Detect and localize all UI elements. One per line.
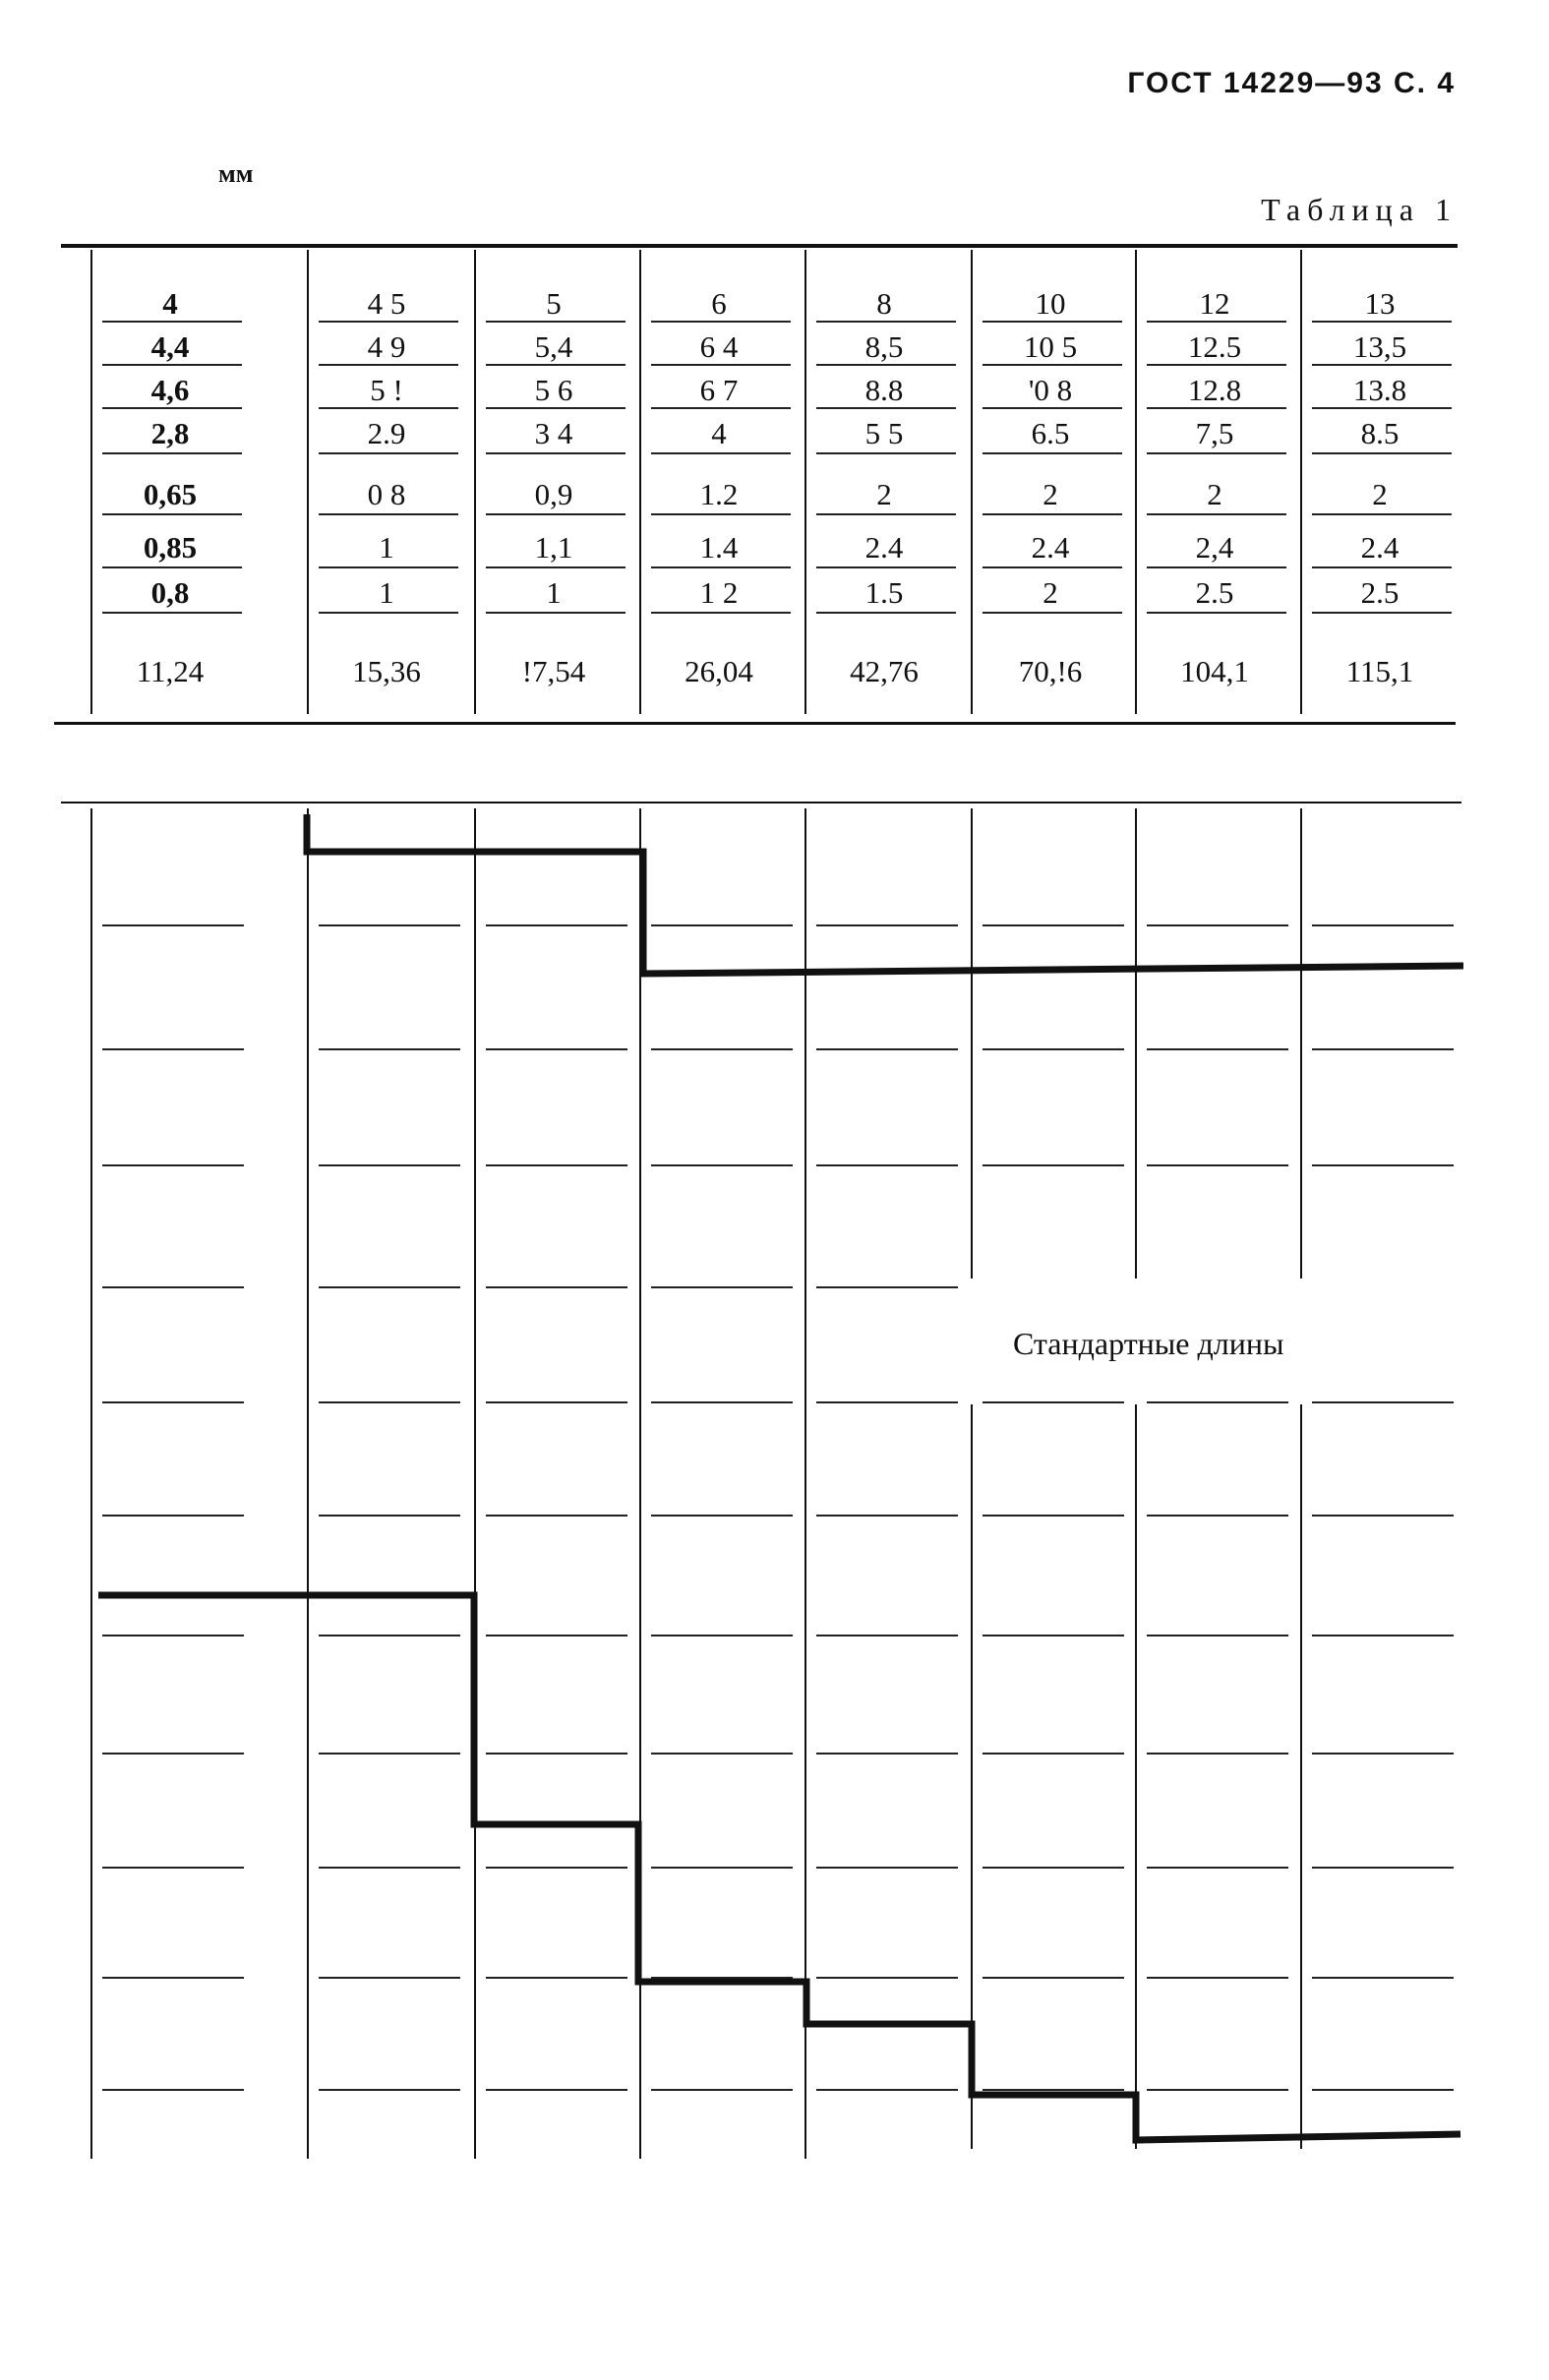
table-cell: 5 (546, 286, 562, 321)
table-cell: 26,04 (685, 654, 753, 688)
table-cell: 6.5 (1031, 416, 1070, 450)
table-cell: 2 (1207, 477, 1222, 511)
table-cell: 13,5 (1352, 329, 1407, 364)
table-cell: 2.9 (367, 416, 406, 450)
table-cell: 2.4 (1360, 530, 1400, 565)
table-cell: 3 4 (534, 416, 573, 450)
standard-lengths-label: Стандартные длины (1013, 1326, 1284, 1361)
table-cell: 2.5 (1195, 575, 1234, 610)
table-cell: 1 (379, 575, 394, 610)
table-cell: 0,85 (143, 530, 198, 565)
table-cell: 2 (1043, 575, 1058, 610)
table-cell: 13.8 (1352, 373, 1407, 407)
table-cell: 15,36 (352, 654, 421, 688)
upper-boundary-line (307, 814, 1463, 974)
table-cell: 4 (162, 286, 178, 321)
table-cell: 13 (1364, 286, 1396, 321)
table-cell: 4,6 (150, 373, 190, 407)
table-cell: 5 5 (864, 416, 904, 450)
table-cell: 0,9 (534, 477, 573, 511)
table-cell: 1.2 (699, 477, 739, 511)
table-cell: 12.5 (1187, 329, 1242, 364)
table-cell: 6 4 (699, 329, 739, 364)
table-cell: 2 (1043, 477, 1058, 511)
table-cell: 2 (1372, 477, 1388, 511)
table-cell: 2.4 (864, 530, 904, 565)
table-caption: Таблица 1 (1261, 192, 1458, 227)
table-cell: 11,24 (136, 654, 205, 688)
table-cell: 8,5 (864, 329, 904, 364)
table-cell: '0 8 (1028, 373, 1073, 407)
table-cell: 1,1 (534, 530, 573, 565)
table-cell: 4 (711, 416, 727, 450)
table-cell: 4 9 (367, 329, 406, 364)
table-cell: 0 8 (367, 477, 406, 511)
table-cell: 2.4 (1031, 530, 1070, 565)
gost-header: ГОСТ 14229—93 С. 4 (1127, 67, 1456, 99)
table-cell: 1.5 (864, 575, 904, 610)
table-cell: !7,54 (521, 654, 586, 688)
table-cell: 12 (1199, 286, 1230, 321)
table-cell: 42,76 (850, 654, 919, 688)
table-cell: 1 (546, 575, 562, 610)
table-cell: 5 6 (534, 373, 573, 407)
units-label: мм (218, 159, 254, 188)
table-cell: 8 (876, 286, 892, 321)
table-cell: 2 (876, 477, 892, 511)
table-cell: 8.8 (864, 373, 904, 407)
table-cell: 10 5 (1023, 329, 1078, 364)
lower-boundary-line (98, 1595, 1460, 2140)
table-cell: 4 5 (367, 286, 406, 321)
table-cell: 6 (711, 286, 727, 321)
table-cell: 12.8 (1187, 373, 1242, 407)
table-cell: 6 7 (699, 373, 739, 407)
table-cell: 10 (1035, 286, 1066, 321)
table-cell: 2,8 (150, 416, 190, 450)
table-cell: 115,1 (1345, 654, 1414, 688)
table-cell: 0,65 (143, 477, 198, 511)
table-cell: 104,1 (1180, 654, 1249, 688)
table-cell: 1 2 (699, 575, 739, 610)
table-cell: 4,4 (150, 329, 190, 364)
table-cell: 70,!6 (1018, 654, 1083, 688)
table-cell: 2,4 (1195, 530, 1234, 565)
table-cell: 5,4 (534, 329, 573, 364)
table-cell: 1 (379, 530, 394, 565)
table-cell: 7,5 (1195, 416, 1234, 450)
table-cell: 0,8 (150, 575, 190, 610)
table-cell: 2.5 (1360, 575, 1400, 610)
table-cell: 8.5 (1360, 416, 1400, 450)
table-cell: 1.4 (699, 530, 739, 565)
table-cell: 5 ! (370, 373, 403, 407)
